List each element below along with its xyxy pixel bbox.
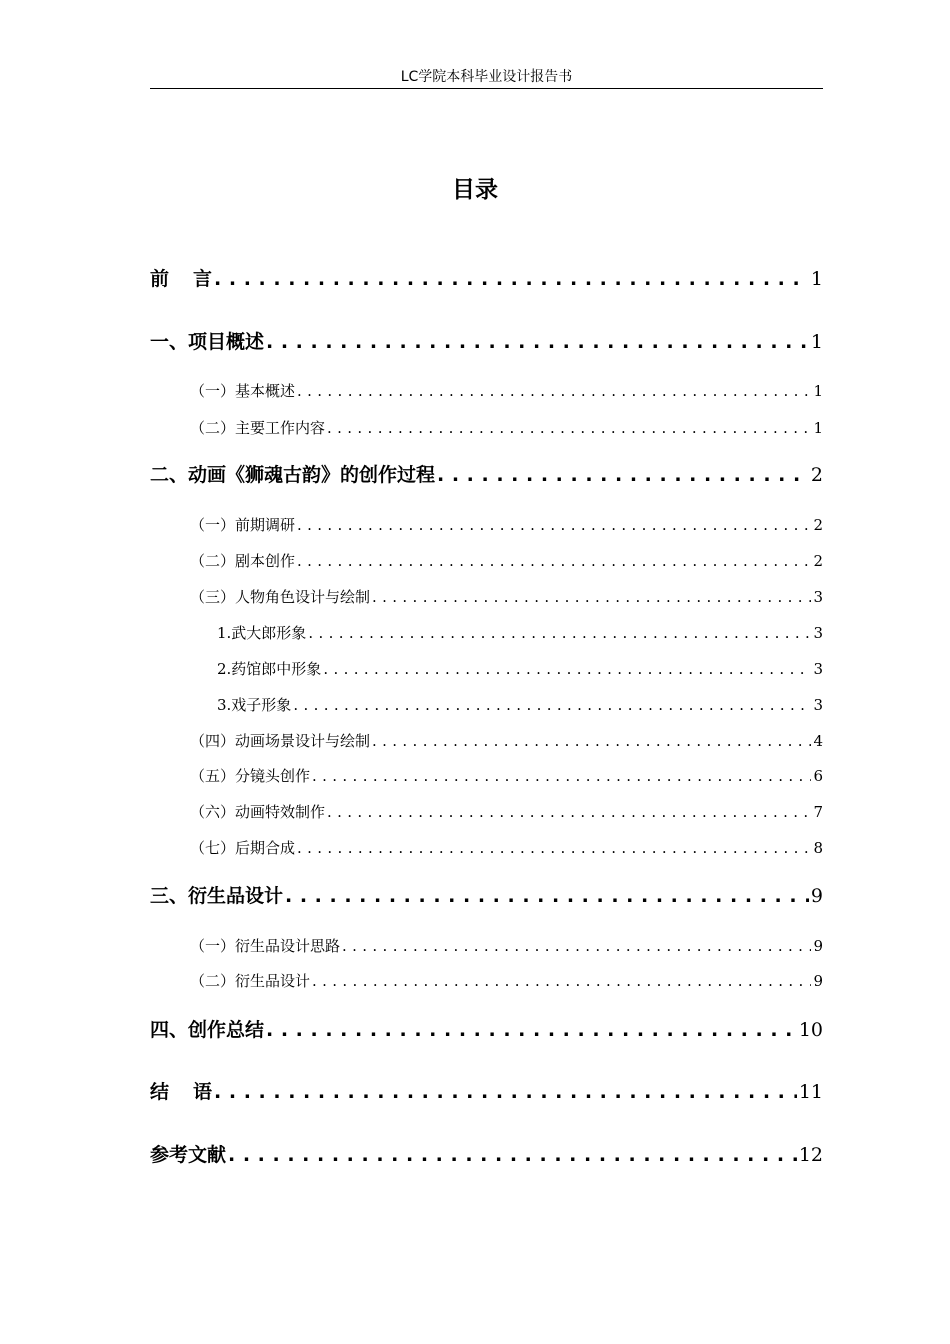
- toc-entry-section[interactable]: [150, 513, 823, 537]
- toc-entry-references[interactable]: [150, 1141, 823, 1169]
- toc-leader-dots: [308, 621, 811, 645]
- toc-page-number: 4: [813, 732, 823, 750]
- toc-leader-dots: [372, 585, 811, 609]
- toc-entry-section[interactable]: [150, 969, 823, 993]
- toc-page-number: 2: [813, 516, 823, 534]
- toc-leader-dots: [297, 379, 811, 403]
- toc-entry-label: 三、衍生品设计: [150, 885, 284, 907]
- toc-entry-label: （一）衍生品设计思路: [190, 937, 341, 955]
- toc-leader-dots: [323, 657, 811, 681]
- toc-entry-label: 结语: [150, 1081, 213, 1103]
- page-header: LC学院本科毕业设计报告书: [150, 66, 823, 89]
- toc-leader-dots: [297, 513, 811, 537]
- toc-page-number: 11: [798, 1081, 823, 1103]
- toc-leader-dots: [214, 1078, 797, 1106]
- toc-leader-dots: [327, 800, 811, 824]
- toc-entry-subsection[interactable]: [150, 657, 823, 681]
- toc-entry-section[interactable]: [150, 379, 823, 403]
- toc-entry-section[interactable]: [150, 549, 823, 573]
- toc-page-number: 1: [810, 331, 823, 353]
- toc-leader-dots: [342, 934, 811, 958]
- page-title: 目录: [452, 177, 498, 203]
- toc-entry-label: （二）剧本创作: [190, 552, 296, 570]
- toc-leader-dots: [266, 328, 809, 356]
- toc-page-number: 1: [813, 419, 823, 437]
- toc-page-number: 12: [798, 1144, 823, 1166]
- toc-entry-section[interactable]: [150, 764, 823, 788]
- toc-entry-subsection[interactable]: [150, 693, 823, 717]
- toc-entry-chapter-2[interactable]: [150, 461, 823, 489]
- toc-entry-label: （七）后期合成: [190, 839, 296, 857]
- toc-entry-label: （六）动画特效制作: [190, 803, 326, 821]
- toc-leader-dots: [297, 836, 811, 860]
- toc-entry-label: 前言: [150, 268, 213, 290]
- toc-page-number: 9: [813, 972, 823, 990]
- toc-entry-section[interactable]: [150, 934, 823, 958]
- toc-page-number: 9: [813, 937, 823, 955]
- toc-entry-section[interactable]: [150, 585, 823, 609]
- toc-entry-section[interactable]: [150, 800, 823, 824]
- toc-leader-dots: [327, 416, 811, 440]
- toc-entry-label: 参考文献: [150, 1144, 227, 1166]
- toc-leader-dots: [372, 729, 811, 753]
- toc-entry-section[interactable]: [150, 416, 823, 440]
- toc-entry-label: （四）动画场景设计与绘制: [190, 732, 371, 750]
- toc-page-number: 3: [813, 660, 823, 678]
- toc-page-number: 9: [810, 885, 823, 907]
- toc-entry-label: 3.戏子形象: [217, 696, 292, 714]
- toc-page-number: 3: [813, 588, 823, 606]
- toc-entry-chapter-3[interactable]: [150, 882, 823, 910]
- toc-entry-label: 2.药馆郎中形象: [217, 660, 322, 678]
- toc-entry-label: 四、创作总结: [150, 1019, 265, 1041]
- toc-entry-label: （二）衍生品设计: [190, 972, 311, 990]
- toc-entry-label: 二、动画《狮魂古韵》的创作过程: [150, 464, 436, 486]
- toc-page-number: 2: [813, 552, 823, 570]
- toc-page-number: 3: [813, 624, 823, 642]
- toc-entry-preface[interactable]: [150, 265, 823, 293]
- toc-leader-dots: [312, 764, 811, 788]
- toc-page-number: 7: [813, 803, 823, 821]
- toc-leader-dots: [293, 693, 811, 717]
- toc-entry-label: （二）主要工作内容: [190, 419, 326, 437]
- toc-page-number: 10: [798, 1019, 823, 1041]
- toc-entry-chapter-1[interactable]: [150, 328, 823, 356]
- toc-page-number: 2: [810, 464, 823, 486]
- toc-leader-dots: [437, 461, 809, 489]
- toc-entry-label: 一、项目概述: [150, 331, 265, 353]
- toc-leader-dots: [312, 969, 811, 993]
- toc-leader-dots: [297, 549, 811, 573]
- toc-leader-dots: [228, 1141, 797, 1169]
- toc-entry-chapter-4[interactable]: [150, 1016, 823, 1044]
- toc-page-number: 3: [813, 696, 823, 714]
- toc-entry-conclusion[interactable]: [150, 1078, 823, 1106]
- toc-page-number: 8: [813, 839, 823, 857]
- toc-entry-label: （一）前期调研: [190, 516, 296, 534]
- toc-leader-dots: [214, 265, 809, 293]
- toc-entry-subsection[interactable]: [150, 621, 823, 645]
- toc-page-number: 1: [810, 268, 823, 290]
- toc-leader-dots: [285, 882, 809, 910]
- toc-entry-section[interactable]: [150, 836, 823, 860]
- toc-entry-label: （三）人物角色设计与绘制: [190, 588, 371, 606]
- toc-entry-label: （五）分镜头创作: [190, 767, 311, 785]
- toc-page-number: 1: [813, 382, 823, 400]
- toc-entry-section[interactable]: [150, 729, 823, 753]
- toc-page-number: 6: [813, 767, 823, 785]
- toc-leader-dots: [266, 1016, 797, 1044]
- toc-entry-label: （一）基本概述: [190, 382, 296, 400]
- toc-entry-label: 1.武大郎形象: [217, 624, 307, 642]
